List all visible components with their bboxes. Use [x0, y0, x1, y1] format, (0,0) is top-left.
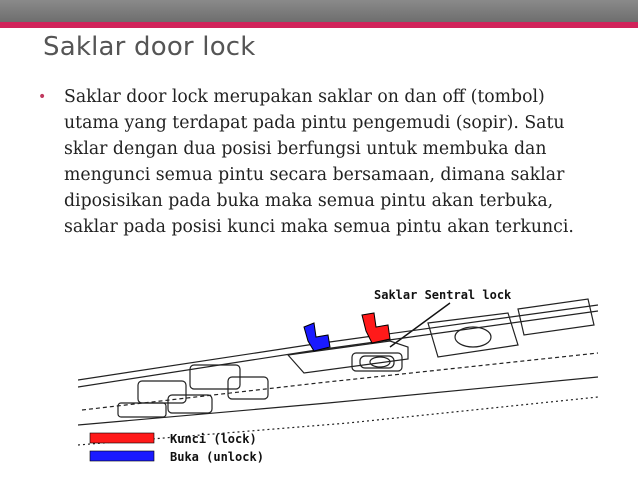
slide-title: Saklar door lock	[43, 32, 256, 62]
header-band	[0, 0, 638, 22]
callout-label: Saklar Sentral lock	[374, 288, 512, 302]
legend	[90, 432, 264, 464]
door-lock-diagram	[78, 285, 598, 475]
legend-label-unlock: Buka (unlock)	[170, 450, 264, 464]
unlock-switch	[304, 323, 330, 351]
callout-line	[390, 303, 450, 347]
accent-bar	[0, 22, 638, 28]
bullet-list	[38, 84, 598, 240]
bullet-text: Saklar door lock merupakan saklar on dan off (tombol) utama yang terdapat pada pintu pengemudi (sopir). Satu sklar dengan dua posisi berfungsi untuk membuka dan mengunci semua pintu secara bersamaan, dimana saklar diposisikan pada buka maka semua pintu akan terbuka, saklar pada posisi kunci maka semua pintu akan terkunci.	[64, 87, 574, 237]
door-panel-sketch	[78, 299, 598, 445]
legend-label-lock: Kunci (lock)	[170, 432, 257, 446]
legend-swatch-lock	[90, 433, 154, 443]
legend-swatch-unlock	[90, 451, 154, 461]
bullet-marker: •	[38, 89, 47, 105]
lock-switch	[362, 313, 390, 343]
